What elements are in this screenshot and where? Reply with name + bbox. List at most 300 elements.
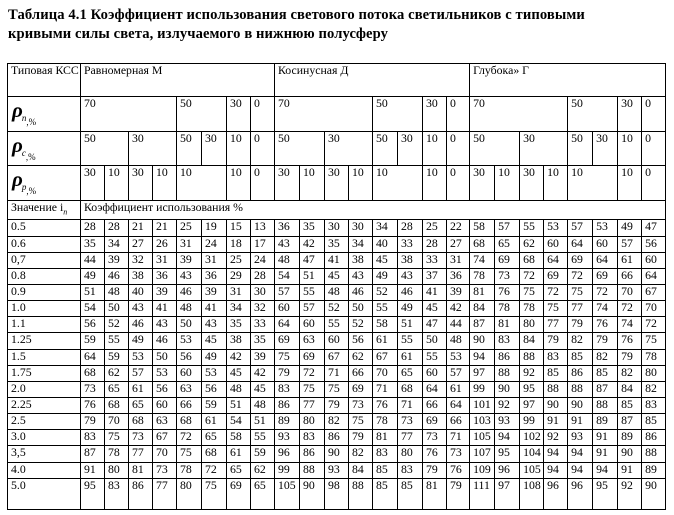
table-row	[8, 414, 666, 430]
coefficient-cell: 34	[227, 301, 251, 317]
coefficient-cell: 54	[275, 268, 300, 284]
coefficient-cell: 82	[593, 349, 618, 365]
coefficient-cell: 56	[177, 349, 202, 365]
rho-unit: ,%	[26, 117, 37, 128]
coefficient-cell: 75	[349, 414, 373, 430]
coefficient-cell: 41	[153, 301, 177, 317]
coefficient-cell: 21	[129, 220, 153, 236]
coefficient-cell: 75	[568, 284, 593, 300]
coefficient-cell: 76	[495, 284, 520, 300]
coefficient-cell: 82	[642, 381, 666, 397]
coefficient-cell: 46	[153, 333, 177, 349]
rho-p-value: 10	[153, 166, 177, 200]
coefficient-cell: 46	[105, 268, 129, 284]
index-value: 1.25	[8, 333, 81, 349]
coefficient-cell: 57	[447, 365, 470, 381]
rho-p-value: 30	[470, 166, 495, 200]
coefficient-cell: 68	[177, 414, 202, 430]
coefficient-cell: 94	[593, 462, 618, 478]
coefficient-cell: 53	[202, 365, 227, 381]
coefficient-cell: 58	[470, 220, 495, 236]
coefficient-cell: 65	[398, 365, 423, 381]
index-value: 5.0	[8, 478, 81, 509]
coefficient-cell: 53	[177, 333, 202, 349]
coefficient-cell: 56	[642, 236, 666, 252]
coefficient-cell: 41	[202, 301, 227, 317]
coefficient-cell: 67	[153, 430, 177, 446]
coefficient-cell: 83	[300, 430, 325, 446]
coefficient-cell: 76	[423, 446, 447, 462]
rho-c-value: 50	[275, 131, 325, 165]
coefficient-cell: 49	[618, 220, 642, 236]
coefficient-cell: 76	[373, 397, 398, 413]
coefficient-cell: 15	[227, 220, 251, 236]
index-value: 2.0	[8, 381, 81, 397]
rho-p-value: 10	[227, 166, 251, 200]
index-value: 1.1	[8, 317, 81, 333]
coefficient-cell: 65	[129, 397, 153, 413]
coefficient-cell: 24	[202, 236, 227, 252]
coefficient-cell: 111	[470, 478, 495, 509]
coefficient-cell: 80	[105, 462, 129, 478]
rho-n-value: 70	[470, 97, 568, 131]
coefficient-cell: 56	[81, 317, 105, 333]
coefficient-cell: 13	[251, 220, 275, 236]
coefficient-cell: 69	[568, 252, 593, 268]
coefficient-cell: 64	[642, 268, 666, 284]
coefficient-cell: 60	[177, 365, 202, 381]
index-label: Значение i	[11, 200, 64, 214]
index-header-row	[8, 200, 666, 220]
coefficient-cell: 97	[495, 478, 520, 509]
coefficient-cell: 26	[153, 236, 177, 252]
coefficient-cell: 93	[495, 414, 520, 430]
coefficient-cell: 48	[177, 301, 202, 317]
index-value: 4.0	[8, 462, 81, 478]
coefficient-cell: 58	[227, 430, 251, 446]
coefficient-cell: 32	[129, 252, 153, 268]
table-row	[8, 349, 666, 365]
group-uniform: Равномерная М	[81, 64, 275, 97]
coefficient-cell: 43	[177, 268, 202, 284]
coefficient-cell: 29	[227, 268, 251, 284]
rho-unit: ,%	[26, 186, 37, 197]
coefficient-cell: 79	[544, 333, 568, 349]
coefficient-cell: 42	[251, 365, 275, 381]
coefficient-cell: 91	[593, 446, 618, 462]
rho-c-row	[8, 131, 666, 165]
coefficient-cell: 60	[275, 301, 300, 317]
coefficient-cell: 80	[177, 478, 202, 509]
coefficient-cell: 69	[544, 268, 568, 284]
coefficient-cell: 39	[447, 284, 470, 300]
rho-p-value: 0	[251, 166, 275, 200]
coefficient-cell: 68	[129, 414, 153, 430]
coefficient-cell: 39	[177, 252, 202, 268]
index-value: 3.0	[8, 430, 81, 446]
coefficient-cell: 86	[129, 478, 153, 509]
coefficient-cell: 28	[398, 220, 423, 236]
coefficient-cell: 99	[520, 414, 544, 430]
coefficient-cell: 45	[251, 381, 275, 397]
coefficient-cell: 82	[568, 333, 593, 349]
coefficient-cell: 34	[373, 220, 398, 236]
coefficient-cell: 59	[251, 446, 275, 462]
coefficient-cell: 47	[642, 220, 666, 236]
coefficient-cell: 62	[520, 236, 544, 252]
coefficient-cell: 85	[593, 365, 618, 381]
coefficient-cell: 39	[153, 284, 177, 300]
coefficient-cell: 31	[153, 252, 177, 268]
rho-c-value: 0	[642, 131, 666, 165]
coefficient-cell: 65	[251, 478, 275, 509]
coefficient-cell: 55	[325, 317, 349, 333]
coefficient-cell: 79	[423, 462, 447, 478]
coefficient-cell: 86	[642, 430, 666, 446]
table-row	[8, 381, 666, 397]
coefficient-cell: 75	[275, 349, 300, 365]
coefficient-cell: 58	[373, 317, 398, 333]
rho-c-value: 30	[520, 131, 568, 165]
coefficient-cell: 93	[568, 430, 593, 446]
coefficient-cell: 77	[153, 478, 177, 509]
coefficient-cell: 81	[373, 430, 398, 446]
coefficient-cell: 94	[495, 430, 520, 446]
coefficient-cell: 91	[568, 414, 593, 430]
coefficient-cell: 68	[470, 236, 495, 252]
rho-c-value: 30	[325, 131, 373, 165]
coefficient-cell: 36	[275, 220, 300, 236]
coefficient-cell: 51	[398, 317, 423, 333]
coefficient-cell: 59	[105, 349, 129, 365]
coefficient-cell: 90	[300, 478, 325, 509]
rho-p-value: 10	[423, 166, 447, 200]
rho-n-value: 50	[568, 97, 618, 131]
rho-p-value: 0	[447, 166, 470, 200]
coefficient-cell: 90	[325, 446, 349, 462]
coefficient-cell: 35	[81, 236, 105, 252]
coefficient-cell: 77	[544, 317, 568, 333]
coefficient-cell: 78	[495, 301, 520, 317]
coefficient-cell: 28	[105, 220, 129, 236]
coefficient-cell: 44	[447, 317, 470, 333]
coefficient-cell: 38	[227, 333, 251, 349]
coefficient-cell: 35	[251, 333, 275, 349]
rho-c-value: 30	[202, 131, 227, 165]
coefficient-cell: 31	[177, 236, 202, 252]
table-row	[8, 397, 666, 413]
title-line-2: кривыми силы света, излучаемого в нижнюю полусферу	[8, 26, 389, 42]
coefficient-cell: 108	[520, 478, 544, 509]
coefficient-cell: 72	[568, 268, 593, 284]
coefficient-cell: 61	[447, 381, 470, 397]
rho-n-value: 0	[251, 97, 275, 131]
rho-subscript: п	[21, 113, 27, 124]
coefficient-cell: 88	[520, 349, 544, 365]
coefficient-cell: 103	[470, 414, 495, 430]
coefficient-cell: 92	[544, 430, 568, 446]
coefficient-cell: 35	[325, 236, 349, 252]
group-deep: Глубока» Г	[470, 64, 666, 97]
coefficient-cell: 72	[642, 317, 666, 333]
coefficient-cell: 46	[129, 317, 153, 333]
table-row	[8, 446, 666, 462]
coefficient-cell: 50	[423, 333, 447, 349]
coefficient-cell: 90	[544, 397, 568, 413]
coefficient-cell: 88	[544, 381, 568, 397]
coefficient-cell: 35	[300, 220, 325, 236]
rho-n-value: 0	[642, 97, 666, 131]
coefficient-cell: 42	[300, 236, 325, 252]
coefficient-cell: 67	[325, 349, 349, 365]
coefficient-cell: 30	[325, 220, 349, 236]
coefficient-cell: 60	[642, 252, 666, 268]
coefficient-cell: 64	[544, 252, 568, 268]
coefficient-cell: 41	[325, 252, 349, 268]
rho-c-value: 30	[593, 131, 618, 165]
coefficient-cell: 31	[447, 252, 470, 268]
coefficient-cell: 28	[423, 236, 447, 252]
coefficient-cell: 62	[251, 462, 275, 478]
coefficient-cell: 97	[520, 397, 544, 413]
coefficient-cell: 65	[495, 236, 520, 252]
coefficient-cell: 34	[105, 236, 129, 252]
coefficient-cell: 85	[544, 365, 568, 381]
coefficient-cell: 90	[495, 381, 520, 397]
coefficient-cell: 79	[275, 365, 300, 381]
coefficient-cell: 45	[373, 252, 398, 268]
kss-row	[8, 64, 666, 97]
coefficient-cell: 39	[105, 252, 129, 268]
coefficient-cell: 45	[227, 365, 251, 381]
coefficient-cell: 74	[618, 317, 642, 333]
coefficient-cell: 96	[568, 478, 593, 509]
rho-n-value: 70	[275, 97, 373, 131]
coefficient-cell: 44	[81, 252, 105, 268]
index-value: 0.9	[8, 284, 81, 300]
coefficient-cell: 30	[349, 220, 373, 236]
coefficient-cell: 57	[495, 220, 520, 236]
coefficient-cell: 105	[275, 478, 300, 509]
coefficient-cell: 22	[447, 220, 470, 236]
rho-p-label	[8, 166, 81, 200]
index-value: 1.5	[8, 349, 81, 365]
rho-p-value: 10	[105, 166, 129, 200]
coefficient-cell: 46	[349, 284, 373, 300]
table-row	[8, 284, 666, 300]
coefficient-cell: 57	[618, 236, 642, 252]
rho-p-value: 10	[618, 166, 642, 200]
coefficient-cell: 48	[105, 284, 129, 300]
coefficient-cell: 25	[227, 252, 251, 268]
utilization-coefficient-table	[7, 63, 666, 510]
coefficient-cell: 27	[129, 236, 153, 252]
coefficient-cell: 88	[300, 462, 325, 478]
coefficient-cell: 50	[349, 301, 373, 317]
coefficient-cell: 73	[398, 414, 423, 430]
coefficient-cell: 73	[423, 430, 447, 446]
coefficient-label: Коэффициент использования %	[81, 200, 666, 220]
coefficient-cell: 51	[227, 397, 251, 413]
rho-p-row	[8, 166, 666, 200]
rho-p-value: 10	[300, 166, 325, 200]
coefficient-cell: 75	[642, 333, 666, 349]
coefficient-cell: 51	[81, 284, 105, 300]
coefficient-cell: 80	[398, 446, 423, 462]
coefficient-cell: 30	[251, 284, 275, 300]
rho-c-label	[8, 131, 81, 165]
coefficient-cell: 65	[105, 381, 129, 397]
coefficient-cell: 21	[153, 220, 177, 236]
index-value: 2.25	[8, 397, 81, 413]
coefficient-cell: 31	[202, 252, 227, 268]
index-subscript: п	[63, 207, 68, 217]
coefficient-cell: 50	[105, 301, 129, 317]
coefficient-cell: 31	[227, 284, 251, 300]
rho-p-value: 30	[275, 166, 300, 200]
coefficient-cell: 107	[470, 446, 495, 462]
coefficient-cell: 42	[227, 349, 251, 365]
index-value: 0.8	[8, 268, 81, 284]
coefficient-cell: 25	[177, 220, 202, 236]
coefficient-cell: 66	[349, 365, 373, 381]
coefficient-cell: 88	[593, 397, 618, 413]
coefficient-cell: 81	[129, 462, 153, 478]
coefficient-cell: 78	[105, 446, 129, 462]
coefficient-cell: 71	[398, 397, 423, 413]
coefficient-cell: 47	[423, 317, 447, 333]
coefficient-cell: 86	[275, 397, 300, 413]
coefficient-cell: 43	[129, 301, 153, 317]
coefficient-cell: 73	[495, 268, 520, 284]
coefficient-cell: 61	[373, 333, 398, 349]
coefficient-cell: 83	[642, 397, 666, 413]
coefficient-cell: 45	[423, 301, 447, 317]
coefficient-cell: 77	[398, 430, 423, 446]
coefficient-cell: 57	[129, 365, 153, 381]
coefficient-cell: 65	[227, 462, 251, 478]
coefficient-cell: 86	[568, 365, 593, 381]
table-row	[8, 301, 666, 317]
coefficient-cell: 91	[544, 414, 568, 430]
coefficient-cell: 85	[568, 349, 593, 365]
coefficient-cell: 66	[618, 268, 642, 284]
coefficient-cell: 71	[373, 381, 398, 397]
table-row	[8, 365, 666, 381]
coefficient-cell: 83	[81, 430, 105, 446]
rho-p-value: 10	[373, 166, 423, 200]
coefficient-cell: 43	[398, 268, 423, 284]
rho-n-row	[8, 97, 666, 131]
coefficient-cell: 85	[618, 397, 642, 413]
coefficient-cell: 63	[153, 414, 177, 430]
coefficient-cell: 75	[520, 284, 544, 300]
coefficient-cell: 57	[275, 284, 300, 300]
coefficient-cell: 83	[495, 333, 520, 349]
rho-n-value: 0	[447, 97, 470, 131]
coefficient-cell: 91	[81, 462, 105, 478]
coefficient-cell: 71	[447, 430, 470, 446]
coefficient-cell: 60	[325, 333, 349, 349]
coefficient-cell: 78	[642, 349, 666, 365]
coefficient-cell: 61	[129, 381, 153, 397]
coefficient-cell: 74	[470, 252, 495, 268]
coefficient-cell: 85	[398, 478, 423, 509]
coefficient-cell: 99	[470, 381, 495, 397]
index-value: 1.75	[8, 365, 81, 381]
coefficient-cell: 64	[275, 317, 300, 333]
coefficient-cell: 28	[81, 220, 105, 236]
coefficient-cell: 35	[227, 317, 251, 333]
kss-label: Типовая КСС	[8, 64, 81, 97]
coefficient-cell: 75	[300, 381, 325, 397]
coefficient-cell: 34	[349, 236, 373, 252]
coefficient-cell: 69	[423, 414, 447, 430]
coefficient-cell: 68	[520, 252, 544, 268]
coefficient-cell: 94	[544, 446, 568, 462]
coefficient-cell: 18	[227, 236, 251, 252]
rho-c-value: 50	[470, 131, 520, 165]
coefficient-cell: 86	[325, 430, 349, 446]
coefficient-cell: 91	[593, 430, 618, 446]
coefficient-cell: 70	[618, 284, 642, 300]
rho-c-value: 50	[81, 131, 129, 165]
coefficient-cell: 62	[349, 349, 373, 365]
coefficient-cell: 37	[423, 268, 447, 284]
coefficient-cell: 64	[81, 349, 105, 365]
coefficient-cell: 95	[495, 446, 520, 462]
coefficient-cell: 66	[447, 414, 470, 430]
coefficient-cell: 79	[593, 333, 618, 349]
coefficient-cell: 90	[470, 333, 495, 349]
coefficient-cell: 66	[177, 397, 202, 413]
coefficient-cell: 61	[398, 349, 423, 365]
table-row	[8, 462, 666, 478]
coefficient-cell: 69	[275, 333, 300, 349]
coefficient-cell: 87	[593, 381, 618, 397]
coefficient-cell: 109	[470, 462, 495, 478]
coefficient-cell: 80	[520, 317, 544, 333]
coefficient-cell: 19	[202, 220, 227, 236]
rho-subscript: р	[21, 182, 27, 193]
coefficient-cell: 56	[153, 381, 177, 397]
coefficient-cell: 43	[153, 317, 177, 333]
coefficient-cell: 69	[300, 349, 325, 365]
coefficient-cell: 88	[568, 381, 593, 397]
coefficient-cell: 51	[300, 268, 325, 284]
coefficient-cell: 64	[593, 252, 618, 268]
coefficient-cell: 64	[568, 236, 593, 252]
coefficient-cell: 87	[618, 414, 642, 430]
coefficient-cell: 81	[470, 284, 495, 300]
coefficient-cell: 76	[447, 462, 470, 478]
coefficient-cell: 88	[349, 478, 373, 509]
coefficient-cell: 67	[642, 284, 666, 300]
coefficient-cell: 68	[105, 397, 129, 413]
coefficient-cell: 101	[470, 397, 495, 413]
coefficient-cell: 49	[81, 268, 105, 284]
rho-n-value: 30	[227, 97, 251, 131]
coefficient-cell: 36	[153, 268, 177, 284]
coefficient-cell: 95	[81, 478, 105, 509]
coefficient-cell: 75	[177, 446, 202, 462]
coefficient-cell: 42	[447, 301, 470, 317]
coefficient-cell: 75	[202, 478, 227, 509]
coefficient-cell: 56	[202, 381, 227, 397]
rho-symbol: ρ	[12, 98, 23, 123]
coefficient-cell: 72	[177, 430, 202, 446]
coefficient-cell: 48	[275, 252, 300, 268]
